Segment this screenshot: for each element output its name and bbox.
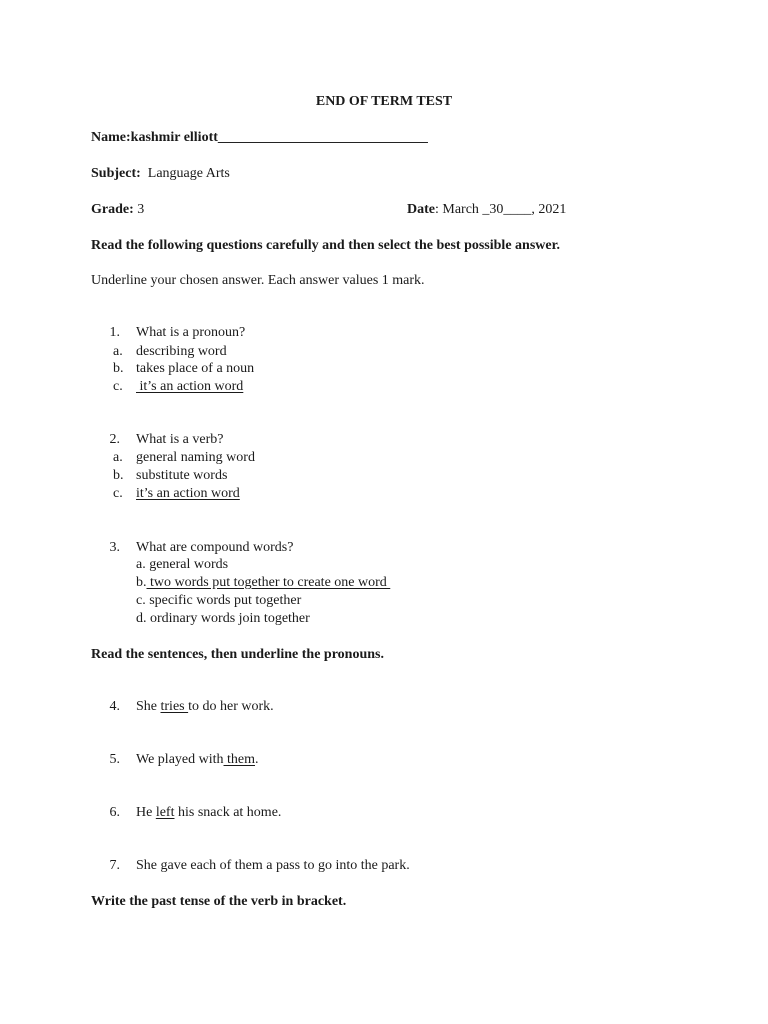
q4-number: 4. — [109, 699, 120, 714]
q3-option-c: c. specific words put together — [136, 593, 302, 608]
grade-line — [91, 201, 144, 219]
q5-sentence — [136, 751, 259, 769]
q6-text-before: He — [136, 805, 156, 820]
instructions-main: Read the following questions carefully and then select the best possible answer. — [91, 238, 561, 253]
section3-heading: Write the past tense of the verb in bracket. — [91, 894, 347, 909]
q7-text-before: She gave each of them a pass to go into the park. — [136, 858, 410, 873]
q3-option-b: two words put together to create one word — [146, 575, 391, 590]
q3-option-b-letter: b. — [136, 575, 147, 590]
q3-number: 3. — [109, 540, 120, 555]
date-line — [407, 201, 566, 219]
q3-option-d: d. ordinary words join together — [136, 611, 310, 626]
name-label: Name: — [91, 130, 131, 145]
name-blank: ______________________________ — [217, 130, 428, 145]
section2-heading: Read the sentences, then underline the pronouns. — [91, 647, 384, 662]
name-line — [91, 129, 428, 147]
q1-option-b-letter: b. — [113, 361, 124, 376]
q4-sentence — [136, 698, 274, 716]
q2-option-c-letter: c. — [113, 486, 123, 501]
q6-number: 6. — [109, 805, 120, 820]
q2-question: What is a verb? — [136, 432, 224, 447]
q1-option-b: takes place of a noun — [136, 361, 255, 376]
page-title: END OF TERM TEST — [315, 94, 453, 109]
q2-option-b-letter: b. — [113, 468, 124, 483]
q1-option-c-letter: c. — [113, 379, 123, 394]
q3-question: What are compound words? — [136, 540, 294, 555]
q5-text-after: . — [255, 752, 259, 767]
q6-sentence — [136, 804, 281, 822]
q4-underlined: tries — [160, 699, 189, 714]
q3-option-a: a. general words — [136, 557, 229, 572]
instructions-sub: Underline your chosen answer. Each answer values 1 mark. — [91, 273, 425, 288]
q5-text-before: We played with — [136, 752, 224, 767]
q5-underlined: them — [223, 752, 256, 767]
q1-question: What is a pronoun? — [136, 325, 246, 340]
q5-number: 5. — [109, 752, 120, 767]
q7-sentence — [136, 857, 410, 875]
grade-label: Grade: — [91, 202, 134, 217]
q4-text-after: to do her work. — [188, 699, 274, 714]
date-label: Date — [407, 202, 435, 217]
q2-option-a: general naming word — [136, 450, 255, 465]
date-value: : March _30____, 2021 — [435, 202, 567, 217]
q2-number: 2. — [109, 432, 120, 447]
q3-option-b-line — [136, 574, 390, 592]
q2-option-b: substitute words — [136, 468, 228, 483]
subject-label: Subject: — [91, 166, 141, 181]
subject-value: Language Arts — [147, 166, 230, 181]
q7-number: 7. — [109, 858, 120, 873]
q1-number: 1. — [109, 325, 120, 340]
subject-line — [91, 165, 230, 183]
q6-text-after: his snack at home. — [174, 805, 282, 820]
q1-option-c: it’s an action word — [136, 379, 244, 394]
q4-text-before: She — [136, 699, 161, 714]
q2-option-a-letter: a. — [113, 450, 123, 465]
name-value: kashmir elliott — [130, 130, 218, 145]
q2-option-c: it’s an action word — [136, 486, 240, 501]
q1-option-a: describing word — [136, 344, 227, 359]
grade-value: 3 — [137, 202, 145, 217]
q1-option-a-letter: a. — [113, 344, 123, 359]
q6-underlined: left — [155, 805, 175, 820]
